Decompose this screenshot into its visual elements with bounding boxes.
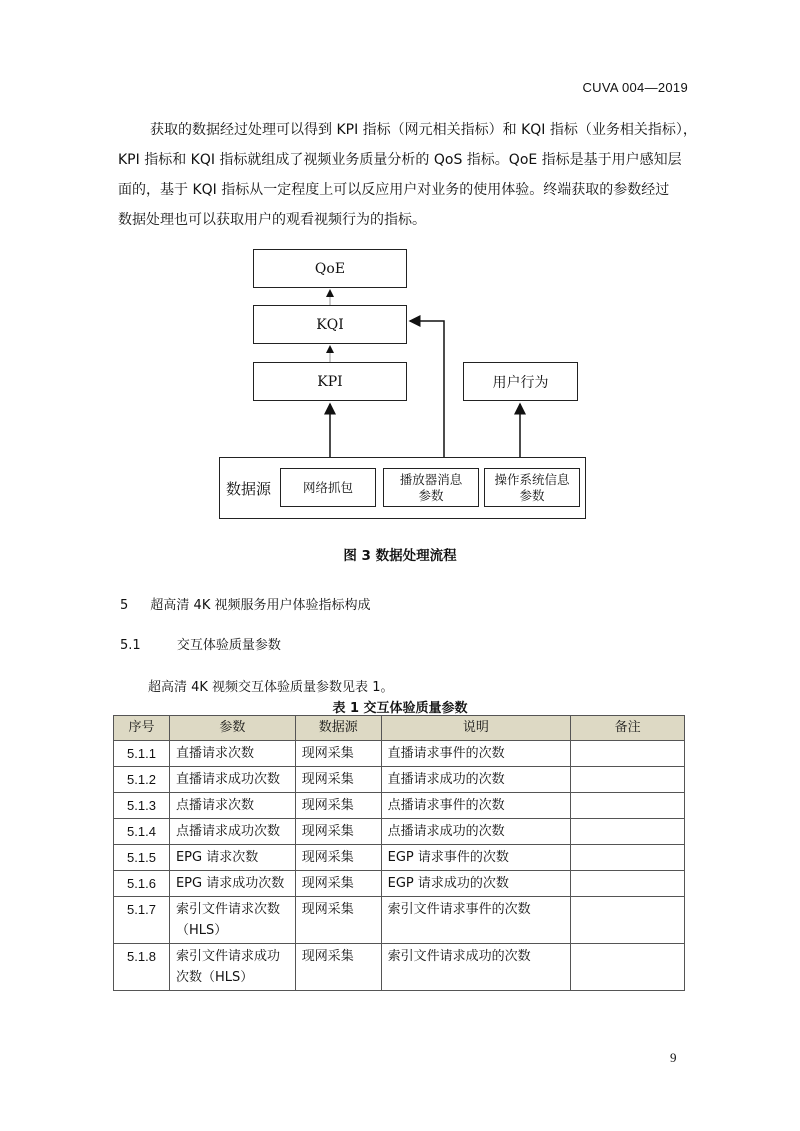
cell-param: EPG 请求成功次数: [169, 871, 295, 897]
cell-id: 5.1.4: [114, 819, 170, 845]
intro-line: 数据处理也可以获取用户的观看视频行为的指标。: [118, 212, 426, 228]
cell-source: 现网采集: [295, 871, 381, 897]
cell-source: 现网采集: [295, 845, 381, 871]
source-player-params: [383, 468, 479, 507]
cell-param: EPG 请求次数: [169, 845, 295, 871]
header-cell: 参数: [169, 716, 295, 741]
table-row: [114, 819, 685, 845]
kpi-box: [253, 362, 407, 401]
cell-source: 现网采集: [295, 944, 381, 991]
cell-param: 索引文件请求成功次数（HLS）: [169, 944, 295, 991]
qoe-box: [253, 249, 407, 288]
table-row: [114, 944, 685, 991]
cell-desc: 点播请求事件的次数: [381, 793, 571, 819]
figure-caption: 图 3 数据处理流程: [343, 548, 457, 564]
table-caption: 表 1 交互体验质量参数: [332, 701, 468, 716]
source-network-capture: [280, 468, 376, 507]
section-5-1-heading: [120, 634, 281, 653]
table-row: [114, 871, 685, 897]
cell-desc: 直播请求成功的次数: [381, 767, 571, 793]
page-number: 9: [670, 1050, 677, 1065]
cell-id: 5.1.6: [114, 871, 170, 897]
cell-desc: 索引文件请求事件的次数: [381, 897, 571, 944]
cell-note: [571, 845, 685, 871]
cell-desc: 索引文件请求成功的次数: [381, 944, 571, 991]
qoe-label: QoE: [314, 260, 346, 277]
cell-source: 现网采集: [295, 767, 381, 793]
cell-desc: 直播请求事件的次数: [381, 741, 571, 767]
table-row: [114, 845, 685, 871]
cell-note: [571, 897, 685, 944]
intro-line: 获取的数据经过处理可以得到 KPI 指标（网元相关指标）和 KQI 指标（业务相关指标），: [150, 122, 697, 138]
document-code: CUVA 004—2019: [582, 80, 688, 95]
section-5-1-text: 超高清 4K 视频交互体验质量参数见表 1。: [148, 680, 394, 695]
cell-desc: EGP 请求成功的次数: [381, 871, 571, 897]
kqi-label: KQI: [316, 316, 344, 333]
cell-source: 现网采集: [295, 793, 381, 819]
source-label: 参数: [519, 487, 545, 503]
source-os-params: [484, 468, 580, 507]
cell-param: 点播请求次数: [169, 793, 295, 819]
cell-note: [571, 741, 685, 767]
cell-id: 5.1.1: [114, 741, 170, 767]
cell-param: 直播请求成功次数: [169, 767, 295, 793]
source-label: 播放器消息: [399, 471, 463, 487]
table-row: [114, 767, 685, 793]
source-label: 参数: [418, 487, 444, 503]
section-5-heading: [120, 594, 370, 613]
header-cell: 说明: [381, 716, 571, 741]
header-cell: 数据源: [295, 716, 381, 741]
cell-param: 索引文件请求次数（HLS）: [169, 897, 295, 944]
arrow-player-to-kqi: [410, 321, 444, 457]
section-title: 交互体验质量参数: [176, 638, 281, 653]
cell-param: 点播请求成功次数: [169, 819, 295, 845]
header-cell: 备注: [571, 716, 685, 741]
cell-desc: 点播请求成功的次数: [381, 819, 571, 845]
table-row: [114, 741, 685, 767]
section-number: 5: [120, 598, 129, 613]
kpi-label: KPI: [317, 373, 343, 390]
cell-note: [571, 767, 685, 793]
source-label: 网络抓包: [302, 479, 353, 495]
cell-id: 5.1.2: [114, 767, 170, 793]
cell-note: [571, 819, 685, 845]
table-row: [114, 793, 685, 819]
intro-line: 面的，基于 KQI 指标从一定程度上可以反应用户对业务的使用体验。终端获取的参数经过: [118, 182, 670, 198]
cell-id: 5.1.8: [114, 944, 170, 991]
cell-id: 5.1.7: [114, 897, 170, 944]
source-label: 操作系统信息: [494, 471, 570, 487]
cell-note: [571, 871, 685, 897]
cell-desc: EGP 请求事件的次数: [381, 845, 571, 871]
data-source-label: 数据源: [226, 479, 272, 498]
quality-parameters-table: [113, 715, 685, 991]
cell-id: 5.1.5: [114, 845, 170, 871]
kqi-box: [253, 305, 407, 344]
intro-line: KPI 指标和 KQI 指标就组成了视频业务质量分析的 QoS 指标。QoE 指标是基于用户感知层: [118, 152, 682, 168]
table-header-row: [114, 716, 685, 741]
cell-id: 5.1.3: [114, 793, 170, 819]
cell-note: [571, 944, 685, 991]
cell-source: 现网采集: [295, 741, 381, 767]
cell-param: 直播请求次数: [169, 741, 295, 767]
cell-note: [571, 793, 685, 819]
cell-source: 现网采集: [295, 819, 381, 845]
section-title: 超高清 4K 视频服务用户体验指标构成: [150, 598, 371, 613]
user-behavior-label: 用户行为: [492, 374, 549, 391]
section-number: 5.1: [120, 638, 141, 653]
cell-source: 现网采集: [295, 897, 381, 944]
user-behavior-box: [463, 362, 578, 401]
header-cell: 序号: [114, 716, 170, 741]
table-row: [114, 897, 685, 944]
